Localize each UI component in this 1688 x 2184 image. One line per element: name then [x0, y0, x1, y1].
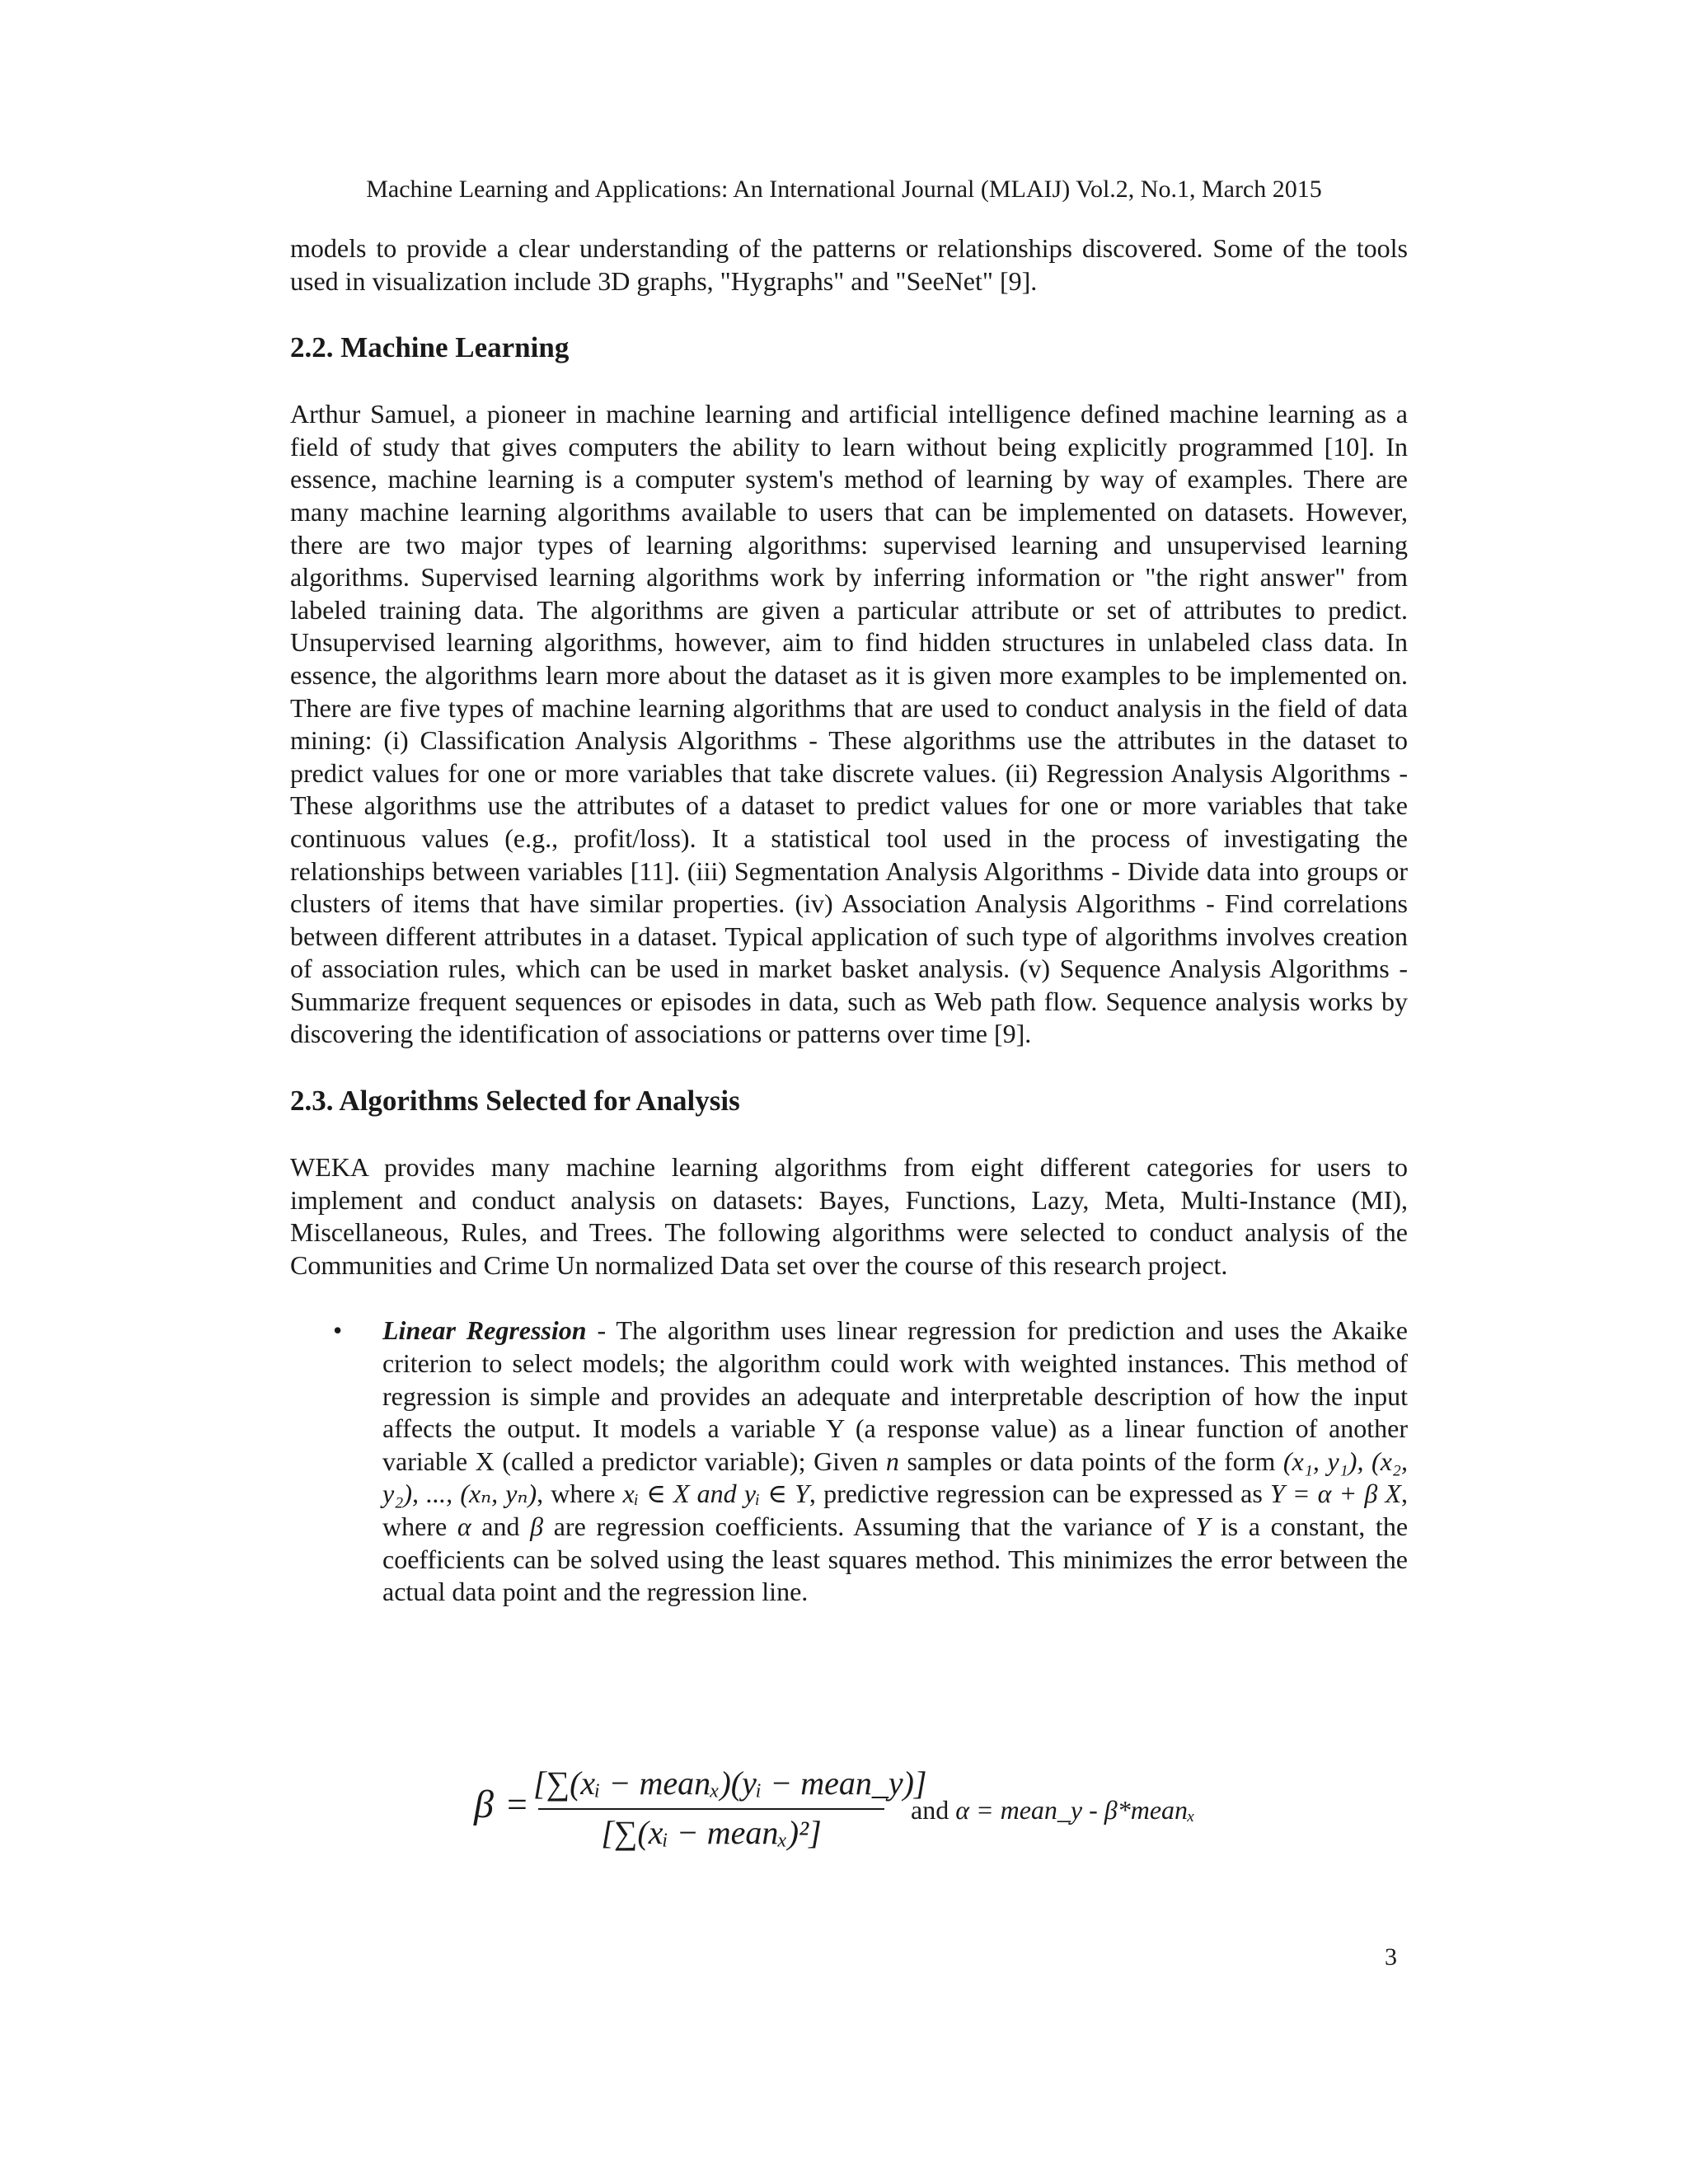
- formula-numerator: [∑(xᵢ − meanₓ)(yᵢ − mean_y)]: [533, 1765, 927, 1802]
- bullet-text-3: , where: [537, 1479, 623, 1509]
- n-symbol: n: [885, 1446, 899, 1476]
- bullet-text-1: - The algorithm uses linear regression for prediction and uses the Akaike criterion to select models; the algorithm could work with weighted instances. This method of regression is simple and provides an adequate and interpretable description of how the input affects the output. It models a variable Y (a response value) as a linear function of another variable X (called a predictor variable); Given: [382, 1315, 1409, 1476]
- page-content: [290, 232, 1408, 1609]
- linear-regression-term: Linear Regression: [382, 1315, 587, 1346]
- bullet-text-4: , predictive regression can be expressed as: [809, 1479, 1270, 1509]
- fraction-bar: [538, 1808, 884, 1810]
- beta-formula: [474, 1764, 1298, 1871]
- regression-equation: Y = α + β X: [1269, 1479, 1402, 1509]
- running-header: Machine Learning and Applications: An International Journal (MLAIJ) Vol.2, No.1, March 2015: [366, 176, 1322, 203]
- list-item-linear-regression: [290, 1315, 1408, 1608]
- algorithms-paragraph: WEKA provides many machine learning algorithms from eight different categories for users to implement and conduct analysis on datasets: Bayes, Functions, Lazy, Meta, Multi-Instance (MI), Miscellaneous, Rules, and Trees. The following algorithms were selected to conduct analysis of the Communities and Crime Un normalized Data set over the course of this research project.: [290, 1152, 1408, 1280]
- formula-and: and: [911, 1795, 950, 1825]
- section-heading-2-3: 2.3. Algorithms Selected for Analysis: [290, 1085, 740, 1118]
- bullet-text-6: and: [471, 1511, 531, 1541]
- formula-beta: β: [474, 1783, 494, 1826]
- alpha-formula: [911, 1795, 1195, 1825]
- bullet-icon: •: [333, 1315, 343, 1346]
- alpha-expression: α = mean_y - β*meanₓ: [955, 1795, 1196, 1825]
- formula-denominator: [∑(xᵢ − meanₓ)²]: [601, 1814, 822, 1851]
- machine-learning-paragraph: Arthur Samuel, a pioneer in machine learning and artificial intelligence defined machine learning as a field of study that gives computers the ability to learn without being explicitly programmed [10]. In essence, machine learning is a computer system's method of learning by way of examples. There are many machine learning algorithms available to users that can be implemented on datasets. However, there are two major types of learning algorithms: supervised learning and unsupervised learning algorithms. Supervised learning algorithms work by inferring information or "the right answer" from labeled training data. The algorithms are given a particular attribute or set of attributes to predict. Unsupervised learning algorithms, however, aim to find hidden structures in unlabeled class data. In essence, the algorithms learn more about the dataset as it is given more examples to be implemented on. There are five types of machine learning algorithms that are used to conduct analysis in the field of data mining: (i) Classification Analysis Algorithms - These algorithms use the attributes in the dataset to predict values for one or more variables that take discrete values. (ii) Regression Analysis Algorithms - These algorithms use the attributes of a dataset to predict values for one or more variables that take continuous values (e.g., profit/loss). It a statistical tool used in the process of investigating the relationships between variables [11]. (iii) Segmentation Analysis Algorithms - Divide data into groups or clusters of items that have similar properties. (iv) Association Analysis Algorithms - Find correlations between different attributes in a dataset. Typical application of such type of algorithms involves creation of association rules, which can be used in market basket analysis. (v) Sequence Analysis Algorithms - Summarize frequent sequences or episodes in data, such as Web path flow. Sequence analysis works by discovering the identification of associations or patterns over time [9].: [290, 399, 1408, 1049]
- intro-paragraph: models to provide a clear understanding of the patterns or relationships discovered. Some of the tools used in visualization include 3D graphs, "Hygraphs" and "SeeNet" [9].: [290, 233, 1408, 296]
- alpha-symbol: α: [457, 1511, 471, 1541]
- membership-expression: xᵢ ∈ X and yᵢ ∈ Y: [622, 1479, 809, 1509]
- formula-equals: =: [507, 1784, 528, 1825]
- page-number: 3: [1385, 1943, 1397, 1971]
- section-heading-2-2: 2.2. Machine Learning: [290, 331, 570, 364]
- bullet-text-5: , where: [382, 1479, 1409, 1541]
- bullet-text-7: are regression coefficients. Assuming that the variance of: [543, 1511, 1196, 1541]
- algorithm-list: [290, 1315, 1408, 1608]
- beta-symbol: β: [530, 1511, 544, 1541]
- points-expression: (x₁, y₁), (x₂, y₂), ..., (xₙ, yₙ): [382, 1446, 1409, 1509]
- y-symbol: Y: [1195, 1511, 1211, 1541]
- bullet-text-8: is a constant, the coefficients can be solved using the least squares method. This minimizes the error between the actual data point and the regression line.: [382, 1511, 1409, 1607]
- bullet-text-2: samples or data points of the form: [898, 1446, 1283, 1476]
